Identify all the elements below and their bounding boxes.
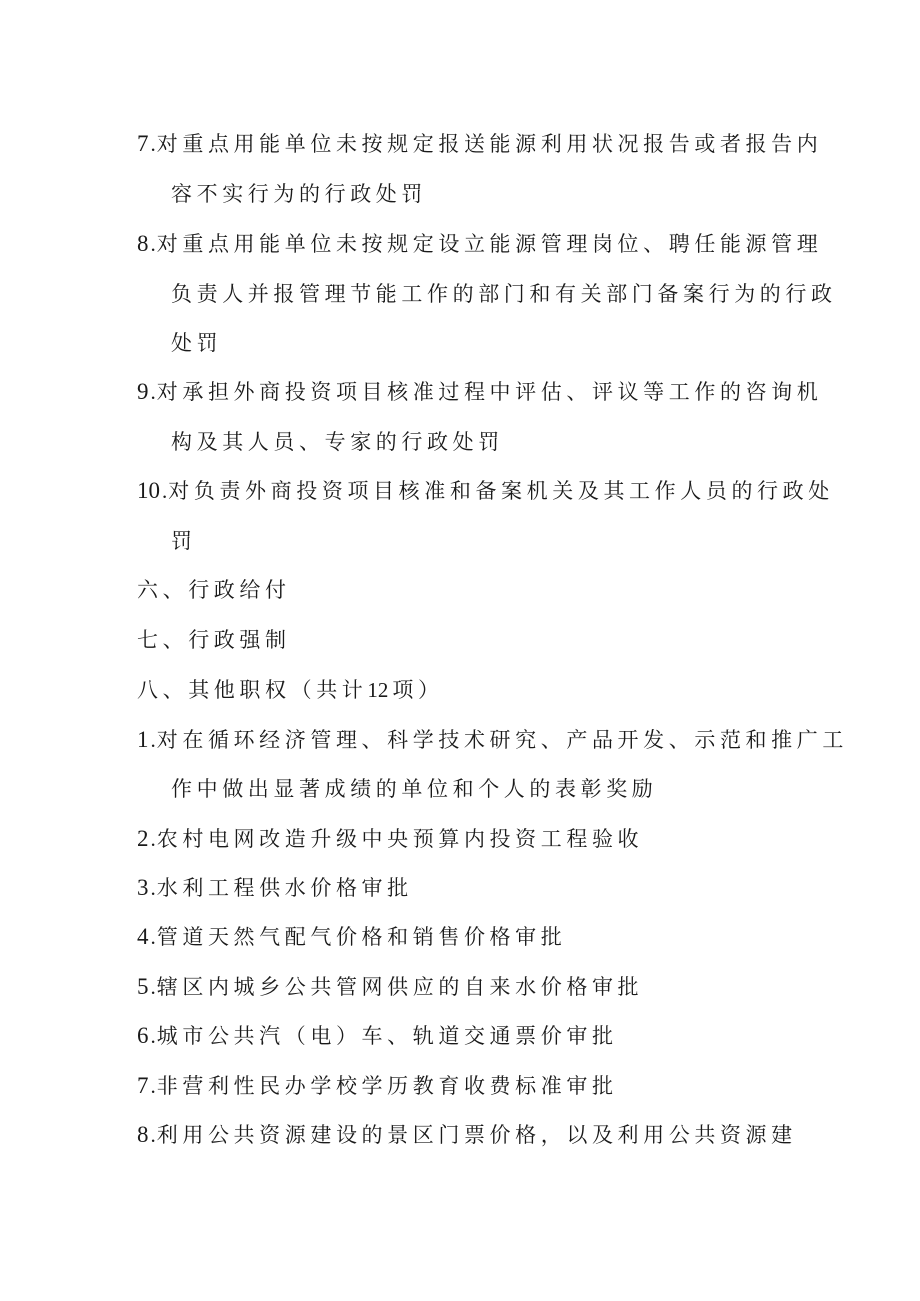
item-text: 对在循环经济管理、科学技术研究、产品开发、示范和推广工 (156, 728, 848, 752)
section-heading-eight (137, 676, 444, 704)
item-number: 8 (137, 1122, 149, 1147)
item-separator: . (150, 728, 156, 752)
list-item (137, 874, 413, 902)
list-item (137, 1121, 797, 1149)
list-item-continuation: 负责人并报管理节能工作的部门和有关部门备案行为的行政 (171, 282, 837, 306)
section-heading-text: 八、其他职权（共计 (137, 678, 368, 702)
section-heading-six: 六、行政给付 (137, 578, 291, 602)
item-separator: . (150, 380, 156, 404)
item-separator: . (150, 1024, 156, 1048)
item-text: 辖区内城乡公共管网供应的自来水价格审批 (156, 975, 644, 999)
item-number: 10 (137, 478, 160, 503)
item-number: 4 (137, 924, 149, 949)
item-text: 对负责外商投资项目核准和备案机关及其工作人员的行政处 (168, 479, 834, 503)
section-heading-suffix: 项） (392, 678, 444, 702)
list-item-continuation: 构及其人员、专家的行政处罚 (171, 430, 504, 454)
item-number: 9 (137, 379, 149, 404)
list-item (137, 973, 643, 1001)
item-number: 7 (137, 1073, 149, 1098)
list-item (137, 130, 822, 158)
item-separator: . (150, 827, 156, 851)
section-heading-seven: 七、行政强制 (137, 628, 291, 652)
item-separator: . (150, 1074, 156, 1098)
item-text: 城市公共汽（电）车、轨道交通票价审批 (156, 1024, 618, 1048)
item-number: 1 (137, 727, 149, 752)
item-number: 6 (137, 1023, 149, 1048)
list-item (137, 1022, 618, 1050)
list-item-continuation: 容不实行为的行政处罚 (171, 182, 427, 206)
item-text: 管道天然气配气价格和销售价格审批 (156, 925, 567, 949)
item-separator: . (150, 1123, 156, 1147)
list-item (137, 378, 822, 406)
item-separator: . (150, 232, 156, 256)
item-text: 对承担外商投资项目核准过程中评估、评议等工作的咨询机 (156, 380, 823, 404)
item-separator: . (162, 479, 168, 503)
item-separator: . (150, 876, 156, 900)
item-text: 非营利性民办学校学历教育收费标准审批 (156, 1074, 618, 1098)
list-item (137, 230, 822, 258)
item-text: 利用公共资源建设的景区门票价格，以及利用公共资源建 (156, 1123, 797, 1147)
list-item-continuation: 罚 (171, 529, 197, 553)
item-text: 对重点用能单位未按规定报送能源利用状况报告或者报告内 (156, 132, 823, 156)
item-separator: . (150, 925, 156, 949)
item-number: 8 (137, 231, 149, 256)
list-item (137, 477, 834, 505)
item-number: 2 (137, 826, 149, 851)
item-separator: . (150, 975, 156, 999)
item-number: 7 (137, 131, 149, 156)
item-text: 对重点用能单位未按规定设立能源管理岗位、聘任能源管理 (156, 232, 823, 256)
list-item (137, 1072, 618, 1100)
list-item (137, 825, 643, 853)
list-item (137, 923, 566, 951)
section-count: 12 (367, 678, 389, 702)
item-separator: . (150, 132, 156, 156)
list-item-continuation: 作中做出显著成绩的单位和个人的表彰奖励 (171, 777, 658, 801)
list-item (137, 726, 848, 754)
item-text: 水利工程供水价格审批 (156, 876, 413, 900)
item-text: 农村电网改造升级中央预算内投资工程验收 (156, 827, 644, 851)
item-number: 5 (137, 974, 149, 999)
list-item-continuation: 处罚 (171, 331, 223, 355)
item-number: 3 (137, 875, 149, 900)
